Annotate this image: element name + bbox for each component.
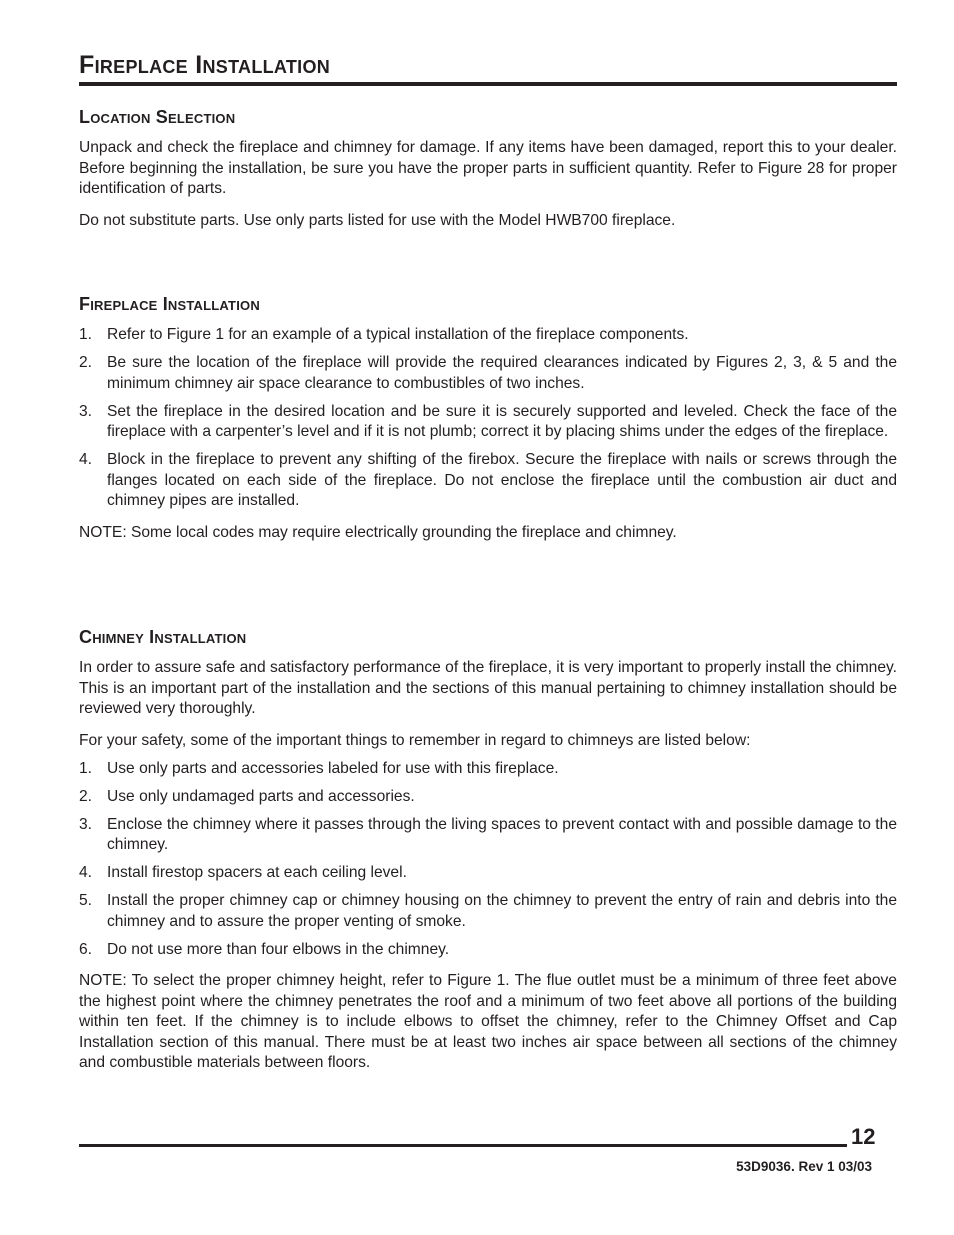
location-selection-section	[79, 106, 897, 242]
list-number: 1.	[79, 326, 93, 343]
list-item	[79, 940, 897, 961]
list-item	[79, 759, 897, 780]
list-number: 2.	[79, 787, 93, 805]
list-item-text: Use only undamaged parts and accessories.	[107, 787, 415, 805]
list-number: 2.	[79, 354, 93, 371]
list-number: 5.	[79, 892, 93, 909]
paragraph: For your safety, some of the important things to remember in regard to chimneys are listed below:	[79, 731, 751, 749]
list-item-text: Block in the fireplace to prevent any shifting of the firebox. Secure the fireplace with nails or screws through the flanges located on each side of the fireplace. Do not enclose the fireplace until the combustion air duct and chimney pipes are installed.	[107, 451, 897, 509]
list-item-text: Refer to Figure 1 for an example of a typical installation of the fireplace components.	[107, 326, 689, 343]
list-item	[79, 815, 897, 856]
list-item	[79, 787, 897, 808]
chimney-installation-section	[79, 626, 897, 1085]
list-number: 4.	[79, 864, 93, 881]
section-heading-location: Location Selection	[79, 107, 236, 127]
list-item	[79, 353, 897, 394]
list-number: 1.	[79, 759, 93, 777]
list-item-text: Do not use more than four elbows in the chimney.	[107, 940, 450, 958]
section-heading-fireplace: Fireplace Installation	[79, 294, 260, 314]
title-rule	[79, 82, 897, 86]
list-item-text: Be sure the location of the fireplace will provide the required clearances indicated by Figures 2, 3, & 5 and the minimum chimney air space clearance to combustibles of two inches.	[107, 354, 897, 392]
list-item	[79, 325, 897, 346]
list-item	[79, 891, 897, 932]
list-item-text: Install the proper chimney cap or chimney housing on the chimney to prevent the entry of rain and debris into the chimney and to assure the proper venting of smoke.	[107, 892, 897, 930]
list-number: 3.	[79, 402, 93, 420]
list-item-text: Enclose the chimney where it passes through the living spaces to prevent contact with and possible damage to the chimney.	[107, 815, 897, 853]
list-number: 6.	[79, 940, 93, 958]
list-item	[79, 402, 897, 443]
list-item-text: Install firestop spacers at each ceiling level.	[107, 864, 407, 881]
list-item	[79, 450, 897, 512]
footer-rule	[79, 1144, 847, 1147]
fireplace-installation-section	[79, 293, 897, 554]
page-title: Fireplace Installation	[79, 51, 331, 79]
document-id: 53D9036. Rev 1 03/03	[736, 1159, 872, 1174]
section-heading-chimney: Chimney Installation	[79, 627, 247, 647]
paragraph: Unpack and check the fireplace and chimney for damage. If any items have been damaged, report this to your dealer. Before beginning the installation, be sure you have the proper parts in sufficient quantity. Refer to Figure 28 for proper identification of parts.	[79, 139, 897, 197]
paragraph: Do not substitute parts. Use only parts listed for use with the Model HWB700 fireplace.	[79, 211, 676, 229]
paragraph: In order to assure safe and satisfactory performance of the fireplace, it is very important to properly install the chimney. This is an important part of the installation and the sections of this manual pertaining to chimney installation should be reviewed very thoroughly.	[79, 659, 897, 717]
page-number: 12	[851, 1124, 876, 1149]
list-number: 3.	[79, 815, 93, 833]
list-number: 4.	[79, 451, 93, 468]
list-item-text: Set the fireplace in the desired location and be sure it is securely supported and leveled. Check the face of the fireplace with a carpenter’s level and if it is not plumb; correct it by placing shims under the edges of the fireplace.	[107, 402, 897, 440]
note: NOTE: Some local codes may require electrically grounding the fireplace and chimney.	[79, 523, 677, 541]
list-item-text: Use only parts and accessories labeled for use with this fireplace.	[107, 759, 559, 777]
note: NOTE: To select the proper chimney height, refer to Figure 1. The flue outlet must be a minimum of three feet above the highest point where the chimney penetrates the roof and a minimum of two feet above all portions of the building within ten feet. If the chimney is to include elbows to offset the chimney, refer to the Chimney Offset and Cap Installation section of this manual. There must be at least two inches air space between all sections of the chimney and combustible materials between floors.	[79, 972, 897, 1071]
fireplace-steps-list	[79, 325, 897, 512]
list-item	[79, 863, 897, 884]
chimney-safety-list	[79, 759, 897, 961]
